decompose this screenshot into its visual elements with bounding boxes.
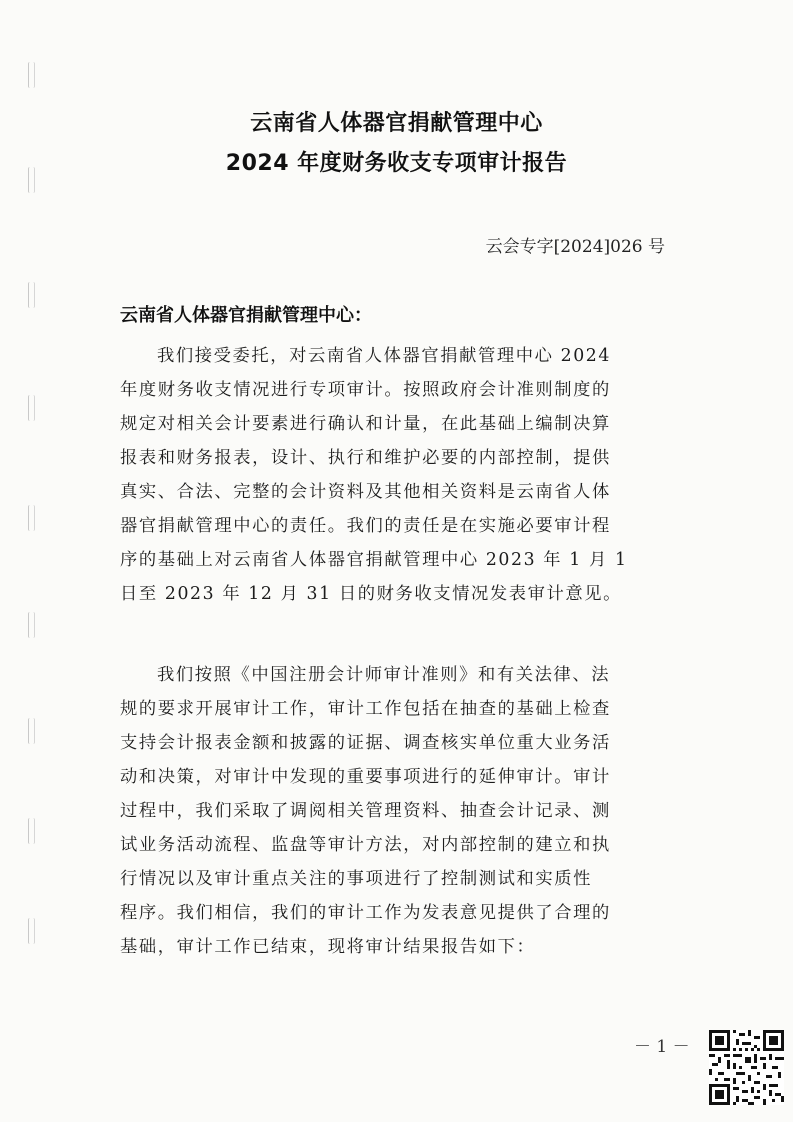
- document-number: 云会专字[2024]026 号: [485, 237, 665, 257]
- binding-hole-mark: [28, 818, 35, 844]
- paragraph-line: 真实、合法、完整的会计资料及其他相关资料是云南省人体: [120, 482, 611, 502]
- paragraph-line: 我们按照《中国注册会计师审计准则》和有关法律、法: [157, 665, 611, 685]
- binding-hole-mark: [28, 918, 35, 944]
- binding-hole-mark: [28, 282, 35, 308]
- page-number: － 1 －: [634, 1037, 690, 1057]
- paragraph-line: 器官捐献管理中心的责任。我们的责任是在实施必要审计程: [120, 516, 611, 536]
- binding-hole-mark: [28, 62, 35, 88]
- paragraph-line: 程序。我们相信，我们的审计工作为发表意见提供了合理的: [120, 903, 611, 923]
- report-title-line2: 2024 年度财务收支专项审计报告: [225, 151, 568, 176]
- paragraph-line: 动和决策，对审计中发现的重要事项进行的延伸审计。审计: [120, 767, 611, 787]
- paragraph-line: 试业务活动流程、监盘等审计方法，对内部控制的建立和执: [120, 835, 611, 855]
- paragraph-line: 规的要求开展审计工作，审计工作包括在抽查的基础上检查: [120, 699, 611, 719]
- paragraph-line: 行情况以及审计重点关注的事项进行了控制测试和实质性: [120, 869, 593, 889]
- paragraph-line: 规定对相关会计要素进行确认和计量，在此基础上编制决算: [120, 414, 611, 434]
- paragraph-line: 支持会计报表金额和披露的证据、调查核实单位重大业务活: [120, 733, 611, 753]
- binding-hole-mark: [28, 718, 35, 744]
- report-title-line1: 云南省人体器官捐献管理中心: [250, 111, 543, 136]
- binding-hole-mark: [28, 395, 35, 421]
- qr-code-icon: [709, 1030, 784, 1105]
- paragraph-line: 我们接受委托，对云南省人体器官捐献管理中心 2024: [157, 346, 611, 366]
- paragraph-line: 序的基础上对云南省人体器官捐献管理中心 2023 年 1 月 1: [120, 550, 628, 570]
- paragraph-line: 日至 2023 年 12 月 31 日的财务收支情况发表审计意见。: [120, 584, 623, 604]
- paragraph-line: 年度财务收支情况进行专项审计。按照政府会计准则制度的: [120, 380, 611, 400]
- binding-hole-mark: [28, 612, 35, 638]
- paragraph-line: 基础，审计工作已结束，现将审计结果报告如下：: [120, 937, 536, 957]
- addressee: 云南省人体器官捐献管理中心：: [120, 305, 372, 326]
- binding-hole-mark: [28, 505, 35, 531]
- paragraph-line: 过程中，我们采取了调阅相关管理资料、抽查会计记录、测: [120, 801, 611, 821]
- paragraph-line: 报表和财务报表，设计、执行和维护必要的内部控制，提供: [120, 448, 611, 468]
